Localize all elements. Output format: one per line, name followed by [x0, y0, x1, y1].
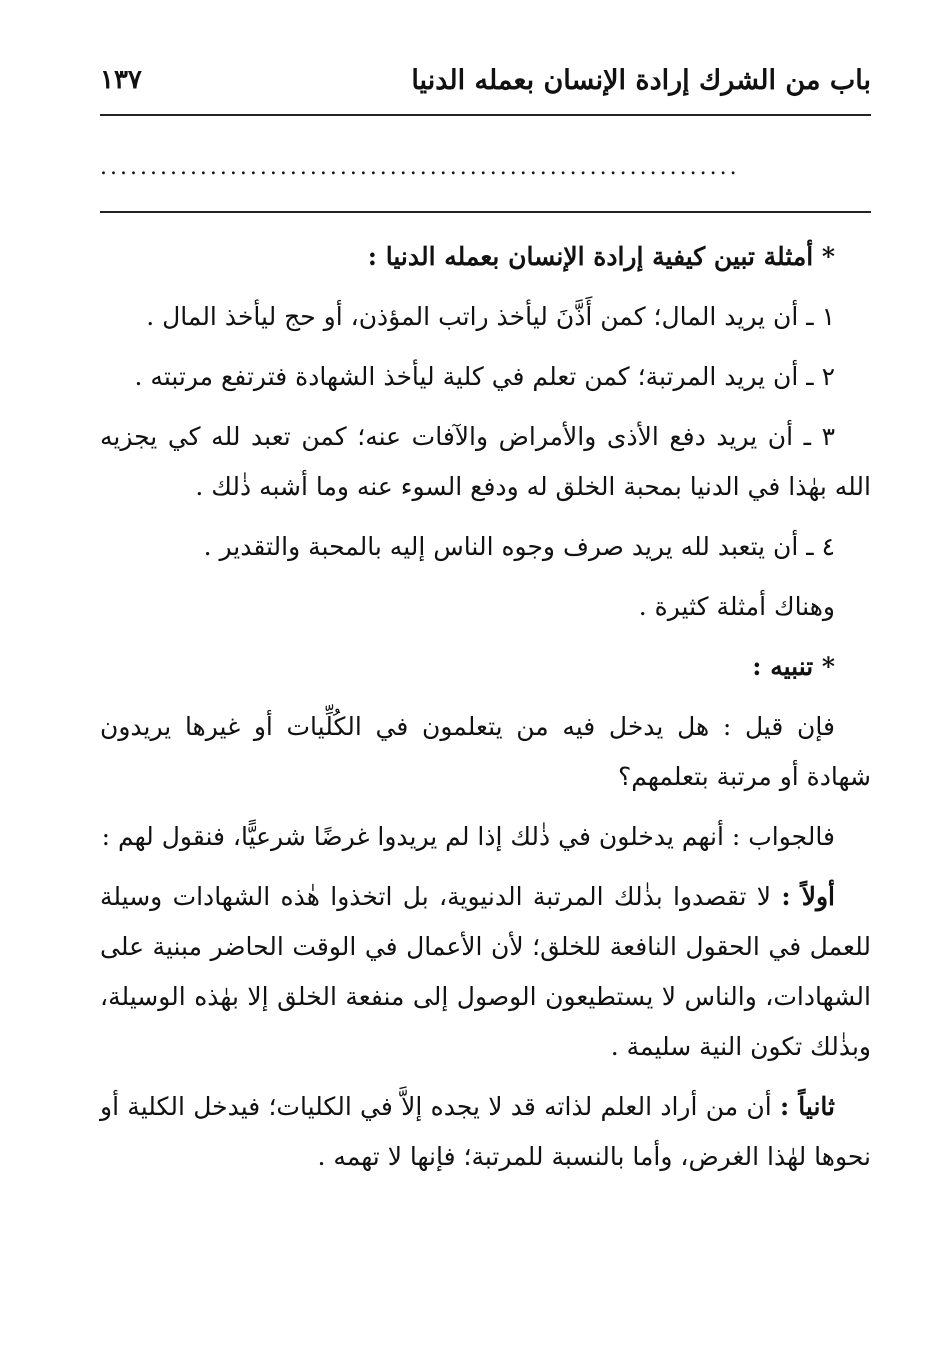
page-header [100, 58, 871, 102]
page-number: ١٣٧ [100, 65, 142, 95]
first-point-label: أولاً : [781, 882, 836, 911]
footnote-rule [100, 211, 871, 213]
header-rule [100, 114, 871, 116]
example-item-1: ١ ـ أن يريد المال؛ كمن أَذَّنَ ليأخذ راتب المؤذن، أو حج ليأخذ المال . [146, 302, 835, 331]
many-examples-line: وهناك أمثلة كثيرة . [638, 592, 835, 621]
running-title: باب من الشرك إرادة الإنسان بعمله الدنيا [411, 64, 871, 96]
main-text [100, 232, 871, 1192]
examples-heading: * أمثلة تبين كيفية إرادة الإنسان بعمله الدنيا : [367, 242, 835, 271]
example-item-4: ٤ ـ أن يتعبد لله يريد صرف وجوه الناس إليه بالمحبة والتقدير . [203, 532, 835, 561]
second-point-paragraph [100, 1082, 871, 1182]
example-item-2: ٢ ـ أن يريد المرتبة؛ كمن تعلم في كلية ليأخذ الشهادة فترتفع مرتبته . [134, 362, 835, 391]
second-point-text: أن من أراد العلم لذاته قد لا يجده إلاَّ في الكليات؛ فيدخل الكلية أو نحوها لهٰذا الغرض، وأما بالنسبة للمرتبة؛ فإنها لا تهمه . [100, 1092, 871, 1171]
first-point-paragraph [100, 872, 871, 1072]
question-paragraph: فإن قيل : هل يدخل فيه من يتعلمون في الكُلِّيات أو غيرها يريدون شهادة أو مرتبة بتعلمهم؟ [100, 712, 871, 791]
example-item-3: ٣ ـ أن يريد دفع الأذى والأمراض والآفات عنه؛ كمن تعبد لله كي يجزيه الله بهٰذا في الدنيا بمحبة الخلق له ودفع السوء عنه وما أشبه ذٰلك . [100, 422, 871, 501]
separator-dots: ................................................................ [100, 155, 740, 179]
first-point-text: لا تقصدوا بذٰلك المرتبة الدنيوية، بل اتخذوا هٰذه الشهادات وسيلة للعمل في الحقول النافعة للخلق؛ لأن الأعمال في الوقت الحاضر مبنية على الشهادات، والناس لا يستطيعون الوصول إلى منفعة الخلق إلا بهٰذه الوسيلة، وبذٰلك تكون النية سليمة . [100, 882, 871, 1061]
second-point-label: ثانياً : [780, 1092, 835, 1121]
note-heading: * تنبيه : [752, 652, 835, 681]
answer-paragraph: فالجواب : أنهم يدخلون في ذٰلك إذا لم يريدوا غرضًا شرعيًّا، فنقول لهم : [101, 822, 835, 851]
